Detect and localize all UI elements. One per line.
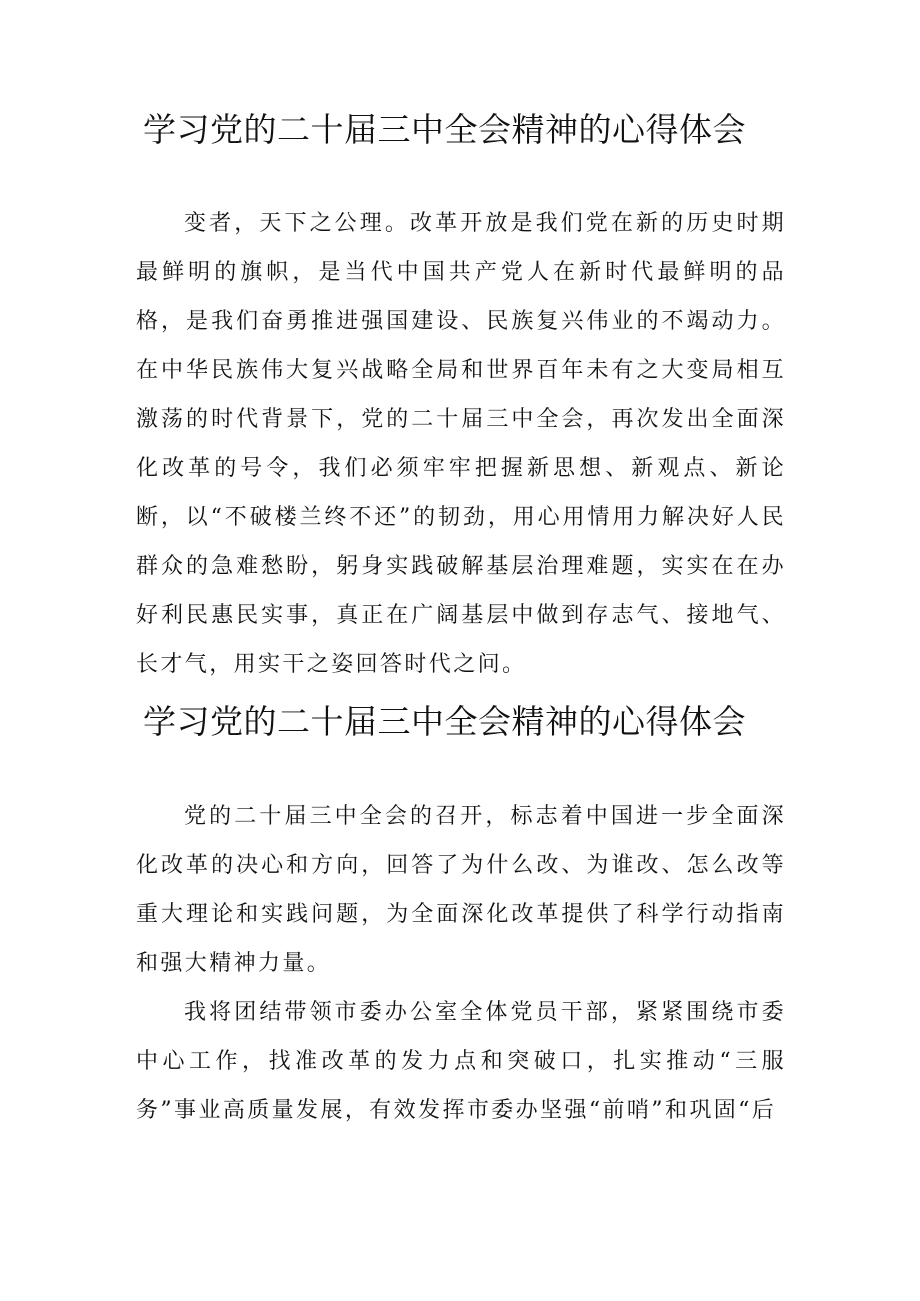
- section-1-paragraph-1: 变者，天下之公理。改革开放是我们党在新的历史时期最鲜明的旗帜，是当代中国共产党人在新时代最鲜明的品格，是我们奋勇推进强国建设、民族复兴伟业的不竭动力。在中华民族伟大复兴战略全局和世界百年未有之大变局相互激荡的时代背景下，党的二十届三中全会，再次发出全面深化改革的号令，我们必须牢牢把握新思想、新观点、新论断，以“不破楼兰终不还”的韧劲，用心用情用力解决好人民群众的急难愁盼，躬身实践破解基层治理难题，实实在在办好利民惠民实事，真正在广阔基层中做到存志气、接地气、长才气，用实干之姿回答时代之问。: [136, 211, 786, 677]
- section-2-title: 学习党的二十届三中全会精神的心得体会: [143, 702, 746, 741]
- section-2-paragraph-1: 党的二十届三中全会的召开，标志着中国进一步全面深化改革的决心和方向，回答了为什么改、为谁改、怎么改等重大理论和实践问题，为全面深化改革提供了科学行动指南和强大精神力量。: [136, 804, 786, 976]
- section-1-title: 学习党的二十届三中全会精神的心得体会: [143, 110, 746, 149]
- section-2-paragraph-2: 我将团结带领市委办公室全体党员干部，紧紧围绕市委中心工作，找准改革的发力点和突破口，扎实推动“三服务”事业高质量发展，有效发挥市委办坚强“前哨”和巩固“后: [136, 1000, 786, 1123]
